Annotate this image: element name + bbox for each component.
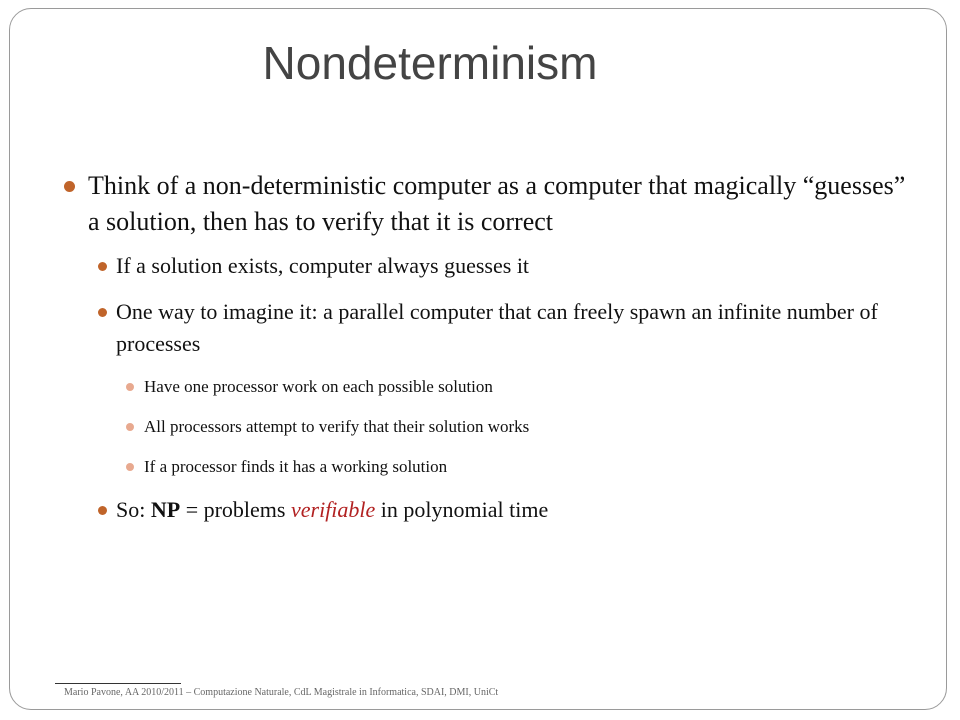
np-suffix-text: in polynomial time xyxy=(375,497,549,522)
bullet-dot-icon xyxy=(98,308,107,317)
bullet-dot-icon xyxy=(98,506,107,515)
slide-title: Nondeterminism xyxy=(262,37,598,89)
bullet-item xyxy=(60,168,910,240)
bullet-item xyxy=(60,296,910,360)
sub-bullet-text: Have one processor work on each possible solution xyxy=(144,377,493,396)
bullet-item-np-definition xyxy=(60,494,910,526)
bullet-text: One way to imagine it: a parallel computer that can freely spawn an infinite number of processes xyxy=(116,299,878,356)
sub-bullet-text: All processors attempt to verify that their solution works xyxy=(144,417,530,436)
np-prefix-text: So: xyxy=(116,497,151,522)
sub-bullet-dot-icon xyxy=(126,423,134,431)
footer-divider xyxy=(55,683,181,684)
bullet-text: Think of a non-deterministic computer as a computer that magically “guesses” a solution, then has to verify that it is correct xyxy=(88,171,906,236)
sub-bullet-dot-icon xyxy=(126,463,134,471)
sub-bullet-item xyxy=(60,414,910,440)
bullet-dot-icon xyxy=(98,262,107,271)
sub-bullet-dot-icon xyxy=(126,383,134,391)
sub-bullet-item xyxy=(60,454,910,480)
bullet-list xyxy=(60,168,910,540)
np-middle-text: = problems xyxy=(180,497,291,522)
bullet-item xyxy=(60,250,910,282)
bullet-text: If a solution exists, computer always guesses it xyxy=(116,253,530,278)
verifiable-emphasis: verifiable xyxy=(290,497,376,522)
bullet-dot-icon xyxy=(64,181,75,192)
np-term: NP xyxy=(150,497,181,522)
sub-bullet-text: If a processor finds it has a working solution xyxy=(144,457,448,476)
footer-text: Mario Pavone, AA 2010/2011 – Computazione Naturale, CdL Magistrale in Informatica, SDAI, DMI, UniCt xyxy=(64,687,499,698)
sub-bullet-item xyxy=(60,374,910,400)
